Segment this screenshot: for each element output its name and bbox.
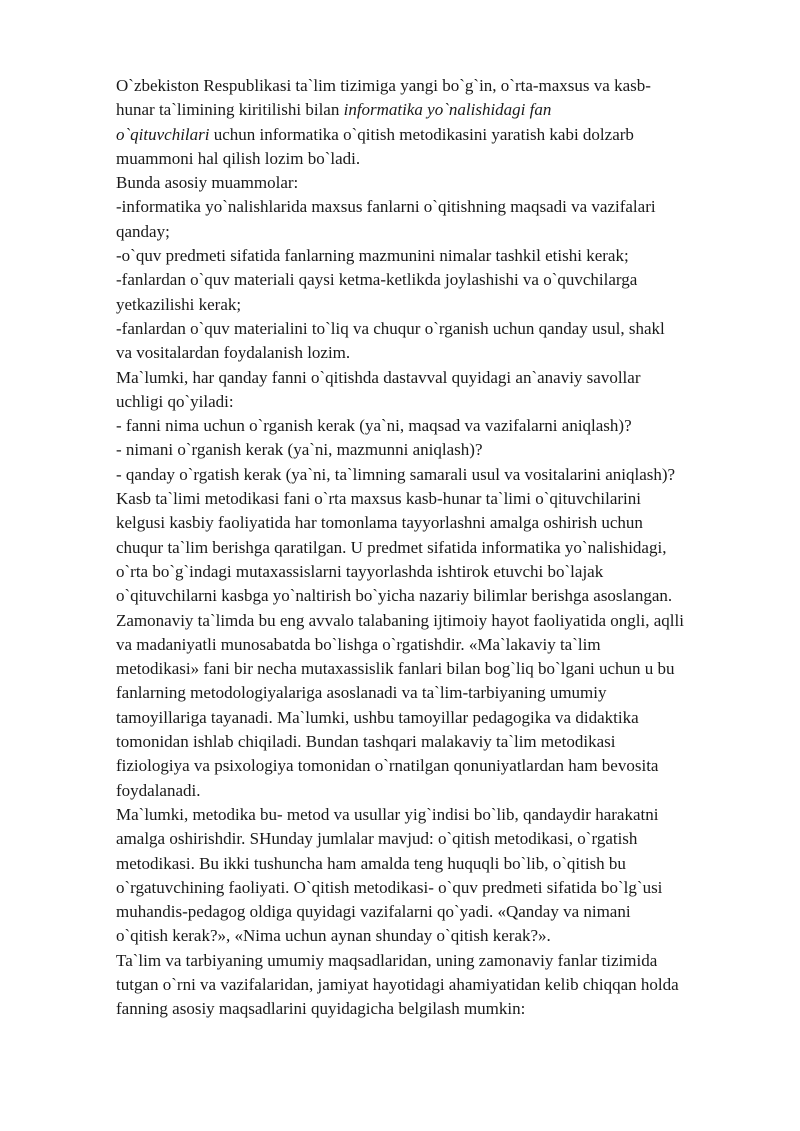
text-line: qanday; xyxy=(116,221,170,241)
text-line: Ta`lim va tarbiyaning umumiy maqsadlaridan, uning zamonaviy fanlar tizimida xyxy=(116,950,658,970)
text-line: tamoyillariga tayanadi. Ma`lumki, ushbu tamoyillar pedagogika va didaktika xyxy=(116,707,639,727)
text-line: -o`quv predmeti sifatida fanlarning mazmunini nimalar tashkil etishi kerak; xyxy=(116,246,629,266)
text-line: o`qitish kerak?», «Nima uchun aynan shunday o`qitish kerak?». xyxy=(116,926,551,946)
text-line: - nimani o`rganish kerak (ya`ni, mazmunni aniqlash)? xyxy=(116,440,483,460)
italic-text: informatika yo`nalishidagi fan xyxy=(343,100,552,120)
text-line: kelgusi kasbiy faoliyatida har tomonlama tayyorlashni amalga oshirish uchun xyxy=(116,513,643,533)
text-line: fanlarning metodologiyalariga asoslanadi va ta`lim-tarbiyaning umumiy xyxy=(116,683,607,703)
text-line xyxy=(116,74,758,98)
document-page xyxy=(116,74,758,1022)
text-line: o`qituvchilarni kasbga yo`naltirish bo`yicha nazariy bilimlar berishga asoslangan. xyxy=(116,586,673,606)
text-line: tomonidan ishlab chiqiladi. Bundan tashqari malakaviy ta`lim metodikasi xyxy=(116,732,616,752)
text-span: uchun informatika o`qitish metodikasini yaratish kabi dolzarb xyxy=(209,124,634,144)
italic-text: o`qituvchilari xyxy=(116,124,210,144)
text-line: Zamonaviy ta`limda bu eng avvalo talabaning ijtimoiy hayot faoliyatida ongli, aqlli xyxy=(116,610,684,630)
text-line: -informatika yo`nalishlarida maxsus fanlarni o`qitishning maqsadi va vazifalari xyxy=(116,197,656,217)
text-line: -fanlardan o`quv materiali qaysi ketma-ketlikda joylashishi va o`quvchilarga xyxy=(116,270,638,290)
text-line: metodikasi. Bu ikki tushuncha ham amalda teng huquqli bo`lib, o`qitish bu xyxy=(116,853,626,873)
text-line: foydalanadi. xyxy=(116,780,201,800)
text-line: -fanlardan o`quv materialini to`liq va chuqur o`rganish uchun qanday usul, shakl xyxy=(116,318,665,338)
text-line: Ma`lumki, har qanday fanni o`qitishda dastavval quyidagi an`anaviy savollar xyxy=(116,367,641,387)
text-line xyxy=(116,147,758,171)
text-line: Kasb ta`limi metodikasi fani o`rta maxsus kasb-hunar ta`limi o`qituvchilarini xyxy=(116,489,641,509)
text-line xyxy=(116,123,758,147)
text-line: muhandis-pedagog oldiga quyidagi vazifalarni qo`yadi. «Qanday va nimani xyxy=(116,902,631,922)
text-span: O`zbekiston Respublikasi ta`lim tizimiga yangi bo`g`in, o`rta-maxsus va kasb- xyxy=(116,76,651,95)
text-line: o`rta bo`g`indagi mutaxassislarni tayyorlashda ishtirok etuvchi bo`lajak xyxy=(116,561,604,581)
text-line: metodikasi» fani bir necha mutaxassislik fanlari bilan bog`liq bo`lgani uchun u bu xyxy=(116,659,675,679)
text-line: tutgan o`rni va vazifalaridan, jamiyat hayotidagi ahamiyatidan kelib chiqqan holda xyxy=(116,974,679,994)
text-line: Ma`lumki, metodika bu- metod va usullar yig`indisi bo`lib, qandaydir harakatni xyxy=(116,804,659,824)
text-line: fanning asosiy maqsadlarini quyidagicha belgilash mumkin: xyxy=(116,999,526,1019)
text-span: muammoni hal qilish lozim bo`ladi. xyxy=(116,148,361,168)
text-line: va madaniyatli munosabatda bo`lishga o`rgatishdir. «Ma`lakaviy ta`lim xyxy=(116,634,601,654)
text-line: - fanni nima uchun o`rganish kerak (ya`ni, maqsad va vazifalarni aniqlash)? xyxy=(116,416,632,436)
text-line: o`rgatuvchining faoliyati. O`qitish metodikasi- o`quv predmeti sifatida bo`lg`usi xyxy=(116,877,663,897)
text-line: fiziologiya va psixologiya tomonidan o`rnatilgan qonuniyatlardan ham bevosita xyxy=(116,756,659,776)
text-line: va vositalardan foydalanish lozim. xyxy=(116,343,351,363)
text-line: chuqur ta`lim berishga qaratilgan. U predmet sifatida informatika yo`nalishidagi, xyxy=(116,537,667,557)
text-line: - qanday o`rgatish kerak (ya`ni, ta`limning samarali usul va vositalarini aniqlash)? xyxy=(116,464,676,484)
text-line: amalga oshirishdir. SHunday jumlalar mavjud: o`qitish metodikasi, o`rgatish xyxy=(116,829,638,849)
text-line: Bunda asosiy muammolar: xyxy=(116,173,299,193)
text-line: uchligi qo`yiladi: xyxy=(116,391,234,411)
text-line xyxy=(116,98,758,122)
text-line: yetkazilishi kerak; xyxy=(116,294,242,314)
text-span: hunar ta`limining kiritilishi bilan xyxy=(116,100,344,120)
